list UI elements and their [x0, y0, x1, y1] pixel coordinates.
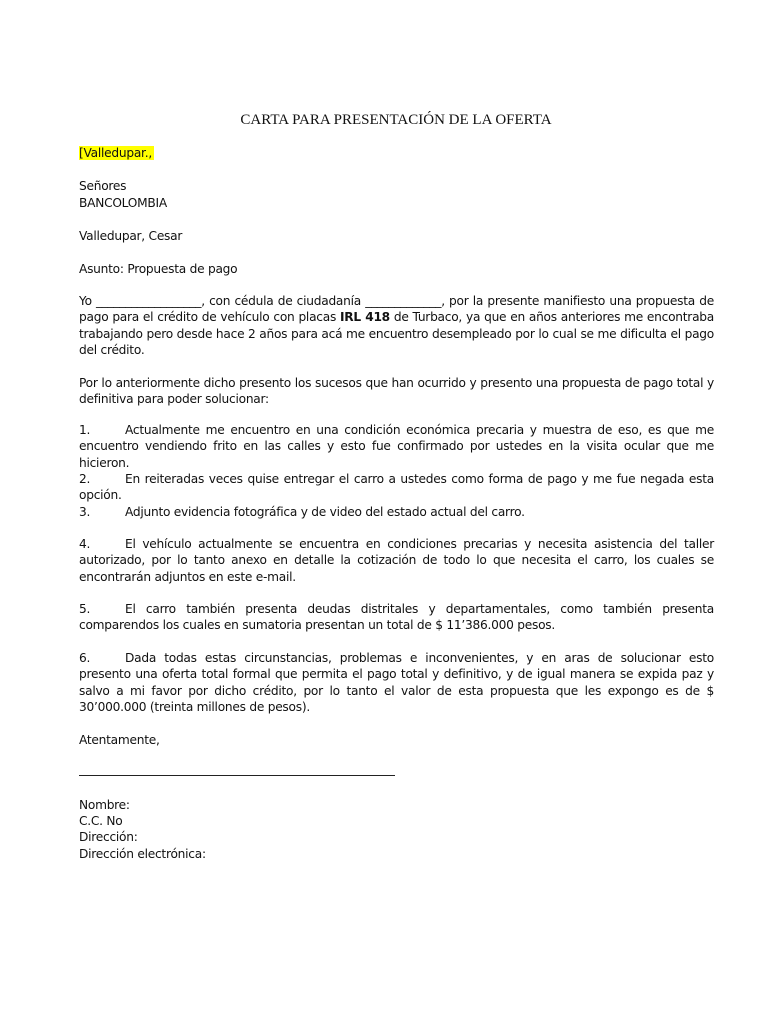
- list-item-number: 4.: [79, 537, 91, 551]
- context-paragraph: Por lo anteriormente dicho presento los sucesos que han ocurrido y presento una propuesta de pago total y definitiva para poder solucionar:: [79, 376, 714, 407]
- list-item-text: Actualmente me encuentro en una condición económica precaria y muestra de eso, es que me encuentro vendiendo frito en las calles y esto fue confirmado por ustedes en la visita ocular que me hicieron.: [79, 423, 714, 470]
- intro-text-before: Yo __________________, con cédula de ciudadanía _____________, por la presente manifiesto una propuesta de pago para el crédito de vehículo con placas: [79, 294, 714, 325]
- intro-paragraph: [79, 293, 714, 359]
- list-item-number: 1.: [79, 423, 91, 437]
- email-field-label: Dirección electrónica:: [79, 847, 206, 861]
- list-item: [79, 650, 714, 716]
- list-item-number: 2.: [79, 472, 91, 486]
- document-title: CARTA PARA PRESENTACIÓN DE LA OFERTA: [240, 112, 552, 128]
- list-item-text: El carro también presenta deudas distritales y departamentales, como también presenta comparendos los cuales en sumatoria presentan un total de $ 11’386.000 pesos.: [79, 602, 714, 633]
- list-item: [79, 601, 714, 634]
- recipient-salutation: Señores: [79, 179, 127, 193]
- id-field-label: C.C. No: [79, 814, 123, 828]
- list-item-number: 5.: [79, 602, 91, 616]
- vehicle-plate: IRL 418: [339, 310, 390, 325]
- list-item-text: Dada todas estas circunstancias, problemas e inconvenientes, y en aras de solucionar esto presento una oferta total formal que permita el pago total y definitivo, y de igual manera se expida paz y salvo a mi favor por dicho crédito, por lo tanto el valor de esta propuesta que les expongo es de $ 30’000.000 (treinta millones de pesos).: [79, 651, 714, 715]
- closing-text: Atentamente,: [79, 733, 160, 747]
- list-item: [79, 504, 714, 520]
- list-item: [79, 471, 714, 504]
- list-item: [79, 422, 714, 471]
- list-item-text: Adjunto evidencia fotográfica y de video del estado actual del carro.: [125, 505, 525, 519]
- recipient-name: BANCOLOMBIA: [79, 196, 167, 210]
- signature-line: [79, 775, 395, 776]
- recipient-city: Valledupar, Cesar: [79, 229, 183, 243]
- place-date-line: [79, 145, 154, 161]
- subject-line: Asunto: Propuesta de pago: [79, 262, 238, 276]
- place-date-highlight: [Valledupar.,: [79, 146, 152, 160]
- address-field-label: Dirección:: [79, 830, 138, 844]
- list-item-text: En reiteradas veces quise entregar el carro a ustedes como forma de pago y me fue negada esta opción.: [79, 472, 714, 503]
- list-item-number: 3.: [79, 505, 91, 519]
- list-item-number: 6.: [79, 651, 91, 665]
- list-item-text: El vehículo actualmente se encuentra en condiciones precarias y necesita asistencia del taller autorizado, por lo tanto anexo en detalle la cotización de todo lo que necesita el carro, los cuales se encontrarán adjuntos en este e-mail.: [79, 537, 714, 584]
- list-item: [79, 536, 714, 585]
- name-field-label: Nombre:: [79, 798, 130, 812]
- intro-text-after: de Turbaco, ya que en años anteriores me encontraba trabajando pero desde hace 2 años para acá me encuentro desempleado por lo cual se me dificulta el pago del crédito.: [79, 310, 714, 358]
